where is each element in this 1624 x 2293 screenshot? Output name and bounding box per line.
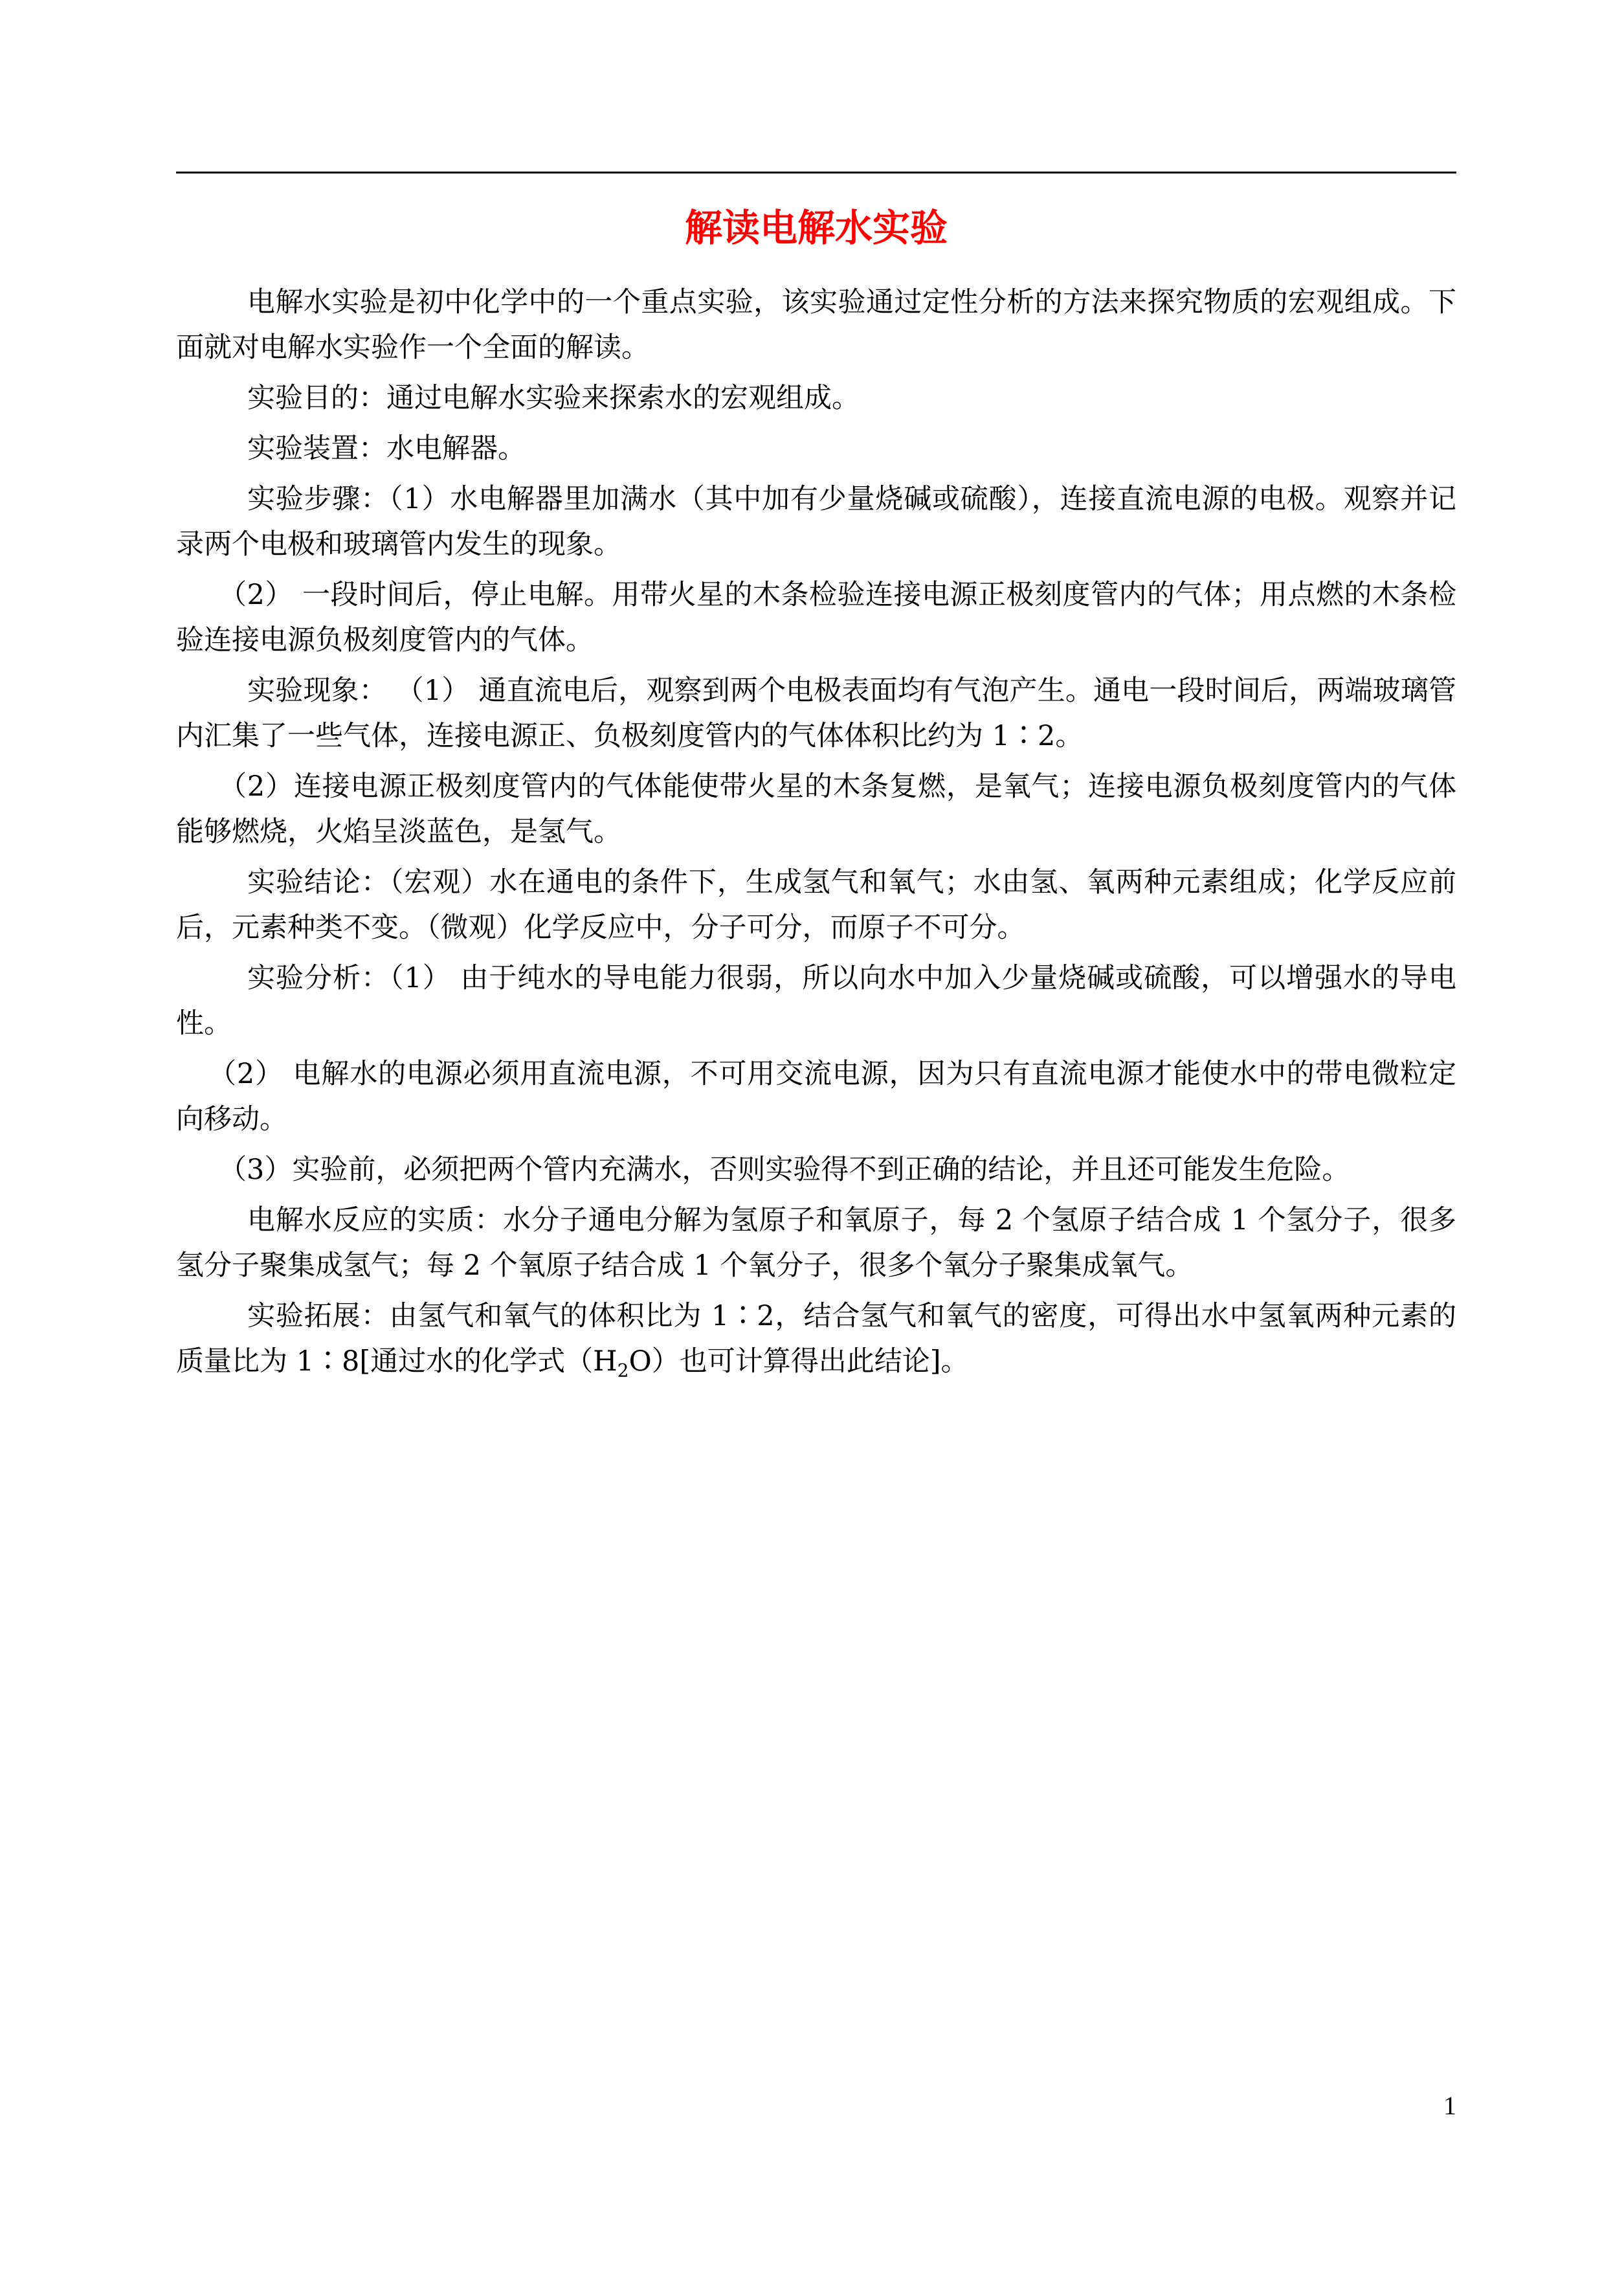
- purpose-paragraph: 实验目的：通过电解水实验来探索水的宏观组成。: [247, 382, 860, 414]
- steps-2-paragraph: （2） 一段时间后，停止电解。用带火星的木条检验连接电源正极刻度管内的气体；用点燃的木条检验连接电源负极刻度管内的气体。: [176, 579, 1456, 656]
- header-rule: [176, 172, 1456, 173]
- extension-paragraph: [176, 1293, 1456, 1394]
- phenomena-2-paragraph: （2）连接电源正极刻度管内的气体能使带火星的木条复燃，是氧气；连接电源负极刻度管内的气体能够燃烧，火焰呈淡蓝色，是氢气。: [176, 770, 1456, 848]
- analysis-2-paragraph: （2） 电解水的电源必须用直流电源，不可用交流电源，因为只有直流电源才能使水中的带电微粒定向移动。: [176, 1058, 1456, 1135]
- analysis-3-paragraph: （3）实验前，必须把两个管内充满水，否则实验得不到正确的结论，并且还可能发生危险。: [219, 1154, 1350, 1186]
- page-number: 1: [1443, 2091, 1456, 2120]
- conclusion-paragraph: 实验结论：（宏观）水在通电的条件下，生成氢气和氧气；水由氢、氧两种元素组成；化学反应前后，元素种类不变。（微观）化学反应中，分子可分，而原子不可分。: [176, 866, 1456, 944]
- extension-text-after: O）也可计算得出此结论]。: [628, 1345, 969, 1378]
- phenomena-paragraph: 实验现象： （1） 通直流电后，观察到两个电极表面均有气泡产生。通电一段时间后，两端玻璃管内汇集了一些气体，连接电源正、负极刻度管内的气体体积比约为 1∶2。: [176, 675, 1456, 752]
- essence-paragraph: 电解水反应的实质：水分子通电分解为氢原子和氧原子，每 2 个氢原子结合成 1 个氢分子，很多氢分子聚集成氢气；每 2 个氧原子结合成 1 个氧分子，很多个氧分子聚集成氧气。: [176, 1204, 1456, 1282]
- document-title: 解读电解水实验: [684, 206, 948, 250]
- document-body: [176, 280, 1456, 1399]
- steps-paragraph: 实验步骤：（1）水电解器里加满水（其中加有少量烧碱或硫酸），连接直流电源的电极。观察并记录两个电极和玻璃管内发生的现象。: [176, 483, 1456, 561]
- apparatus-paragraph: 实验装置：水电解器。: [247, 432, 526, 465]
- extension-text-before: 实验拓展：由氢气和氧气的体积比为 1∶2，结合氢气和氧气的密度，可得出水中氢氧两种元素的质量比为 1∶8[通过水的化学式（H: [176, 1300, 1456, 1378]
- analysis-paragraph: 实验分析：（1） 由于纯水的导电能力很弱，所以向水中加入少量烧碱或硫酸，可以增强水的导电性。: [176, 962, 1456, 1040]
- intro-paragraph: 电解水实验是初中化学中的一个重点实验，该实验通过定性分析的方法来探究物质的宏观组成。下面就对电解水实验作一个全面的解读。: [176, 286, 1456, 364]
- formula-subscript: 2: [617, 1359, 629, 1381]
